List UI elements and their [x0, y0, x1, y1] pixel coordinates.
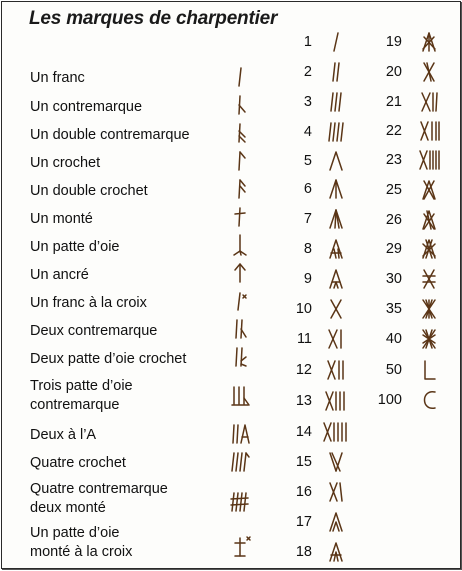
mark-label-line: Un patte d’oie [30, 239, 120, 255]
mark-label-line: monté à la croix [30, 544, 133, 560]
mark-label-line: contremarque [30, 397, 120, 413]
numeral-mark-icon [330, 180, 342, 198]
page-title: Les marques de charpentier [29, 8, 278, 29]
numeral-mark-icon [423, 211, 435, 229]
number-label: 2 [303, 64, 312, 80]
numeral-mark-icon [330, 483, 342, 501]
four-strokes-hooked-icon [232, 453, 249, 471]
numeral-mark-icon [330, 513, 342, 531]
mark-label-line: Un contremarque [30, 99, 143, 115]
number-label: 17 [295, 514, 312, 530]
stroke-with-crossbar-icon [235, 208, 245, 226]
numeral-mark-icon [330, 240, 342, 258]
mark-label-line: Quatre crochet [30, 455, 126, 471]
numeral-mark-icon [423, 240, 435, 258]
number-label: 29 [385, 241, 402, 257]
numeral-mark-icon [329, 330, 341, 348]
number-label: 3 [303, 94, 312, 110]
number-label: 21 [385, 94, 402, 110]
number-label: 19 [385, 34, 402, 50]
numeral-mark-icon [326, 392, 344, 410]
number-label: 40 [385, 331, 402, 347]
number-label: 1 [303, 34, 312, 50]
numeral-mark-icon [331, 300, 341, 318]
number-label: 4 [303, 124, 312, 140]
number-label: 9 [303, 271, 312, 287]
four-strokes-crossed-icon [231, 493, 248, 511]
mark-label-line: Quatre contremarque [30, 481, 168, 497]
numeral-mark-icon [420, 151, 439, 169]
mark-label-line: Un franc [30, 70, 85, 86]
stroke-with-hook-icon [239, 152, 245, 170]
stroke-with-double-branch-icon [239, 124, 245, 142]
numeral-mark-icon [329, 123, 343, 141]
numeral-mark-icon [330, 152, 342, 170]
mark-label-line: Deux à l’A [30, 427, 97, 443]
number-label: 8 [303, 241, 312, 257]
numeral-mark-icon [330, 270, 342, 288]
number-label: 23 [385, 152, 402, 168]
two-strokes-with-branch-icon [236, 320, 246, 338]
numeral-mark-icon [421, 122, 439, 140]
numeral-mark-icon [423, 300, 435, 318]
number-label: 14 [295, 424, 312, 440]
number-label: 50 [385, 362, 402, 378]
number-label: 7 [303, 211, 312, 227]
numeral-mark-icon [333, 63, 339, 81]
strokes-with-a-icon [233, 425, 249, 443]
single-vertical-stroke-icon [239, 68, 241, 86]
number-label: 100 [377, 392, 402, 408]
numeral-mark-icon [423, 270, 435, 288]
crow-foot-with-cross-icon [235, 537, 250, 556]
numeral-mark-icon [330, 210, 342, 228]
number-label: 6 [303, 181, 312, 197]
numeral-mark-icon [423, 33, 435, 51]
number-label: 25 [385, 182, 402, 198]
numeral-mark-icon [330, 453, 342, 471]
number-label: 16 [295, 484, 312, 500]
number-label: 18 [295, 544, 312, 560]
mark-label-line: Un franc à la croix [30, 295, 147, 311]
number-label: 5 [303, 153, 312, 169]
numeral-mark-icon [328, 361, 343, 379]
stroke-with-small-cross-icon [238, 293, 246, 310]
numeral-mark-icon [331, 93, 341, 111]
numeral-mark-icon [423, 181, 435, 199]
mark-label-line: Un ancré [30, 267, 89, 283]
numeral-mark-icon [324, 423, 346, 441]
page [1, 1, 461, 569]
stroke-with-branch-icon [239, 96, 245, 114]
numeral-mark-icon [422, 93, 437, 111]
numeral-mark-icon [425, 392, 436, 409]
mark-label-line: Un monté [30, 211, 93, 227]
two-strokes-crow-foot-hook-icon [236, 348, 246, 366]
number-label: 20 [385, 64, 402, 80]
number-label: 26 [385, 212, 402, 228]
mark-label-line: Un crochet [30, 155, 101, 171]
numeral-mark-icon [330, 543, 342, 561]
arrow-up-icon [235, 264, 245, 282]
mark-label-line: Deux patte d’oie crochet [30, 351, 187, 367]
number-label: 22 [385, 123, 402, 139]
three-strokes-crow-foot-icon [232, 387, 249, 405]
mark-label-line: Un double crochet [30, 183, 148, 199]
number-label: 12 [295, 362, 312, 378]
mark-label-line: Un double contremarque [30, 127, 190, 143]
stroke-with-double-hook-icon [239, 180, 245, 198]
number-label: 11 [296, 331, 312, 347]
number-label: 10 [295, 301, 312, 317]
number-label: 15 [295, 454, 312, 470]
mark-label-line: Un patte d’oie [30, 525, 120, 541]
numeral-mark-icon [423, 330, 435, 348]
mark-label-line: Trois patte d’oie [30, 378, 133, 394]
number-label: 35 [385, 301, 402, 317]
mark-label-line: deux monté [30, 500, 106, 516]
numeral-mark-icon [425, 361, 435, 379]
crow-foot-icon [234, 235, 246, 255]
mark-label-line: Deux contremarque [30, 323, 158, 339]
number-label: 30 [385, 271, 402, 287]
numeral-mark-icon [334, 33, 338, 51]
numeral-mark-icon [424, 63, 434, 81]
number-label: 13 [295, 393, 312, 409]
